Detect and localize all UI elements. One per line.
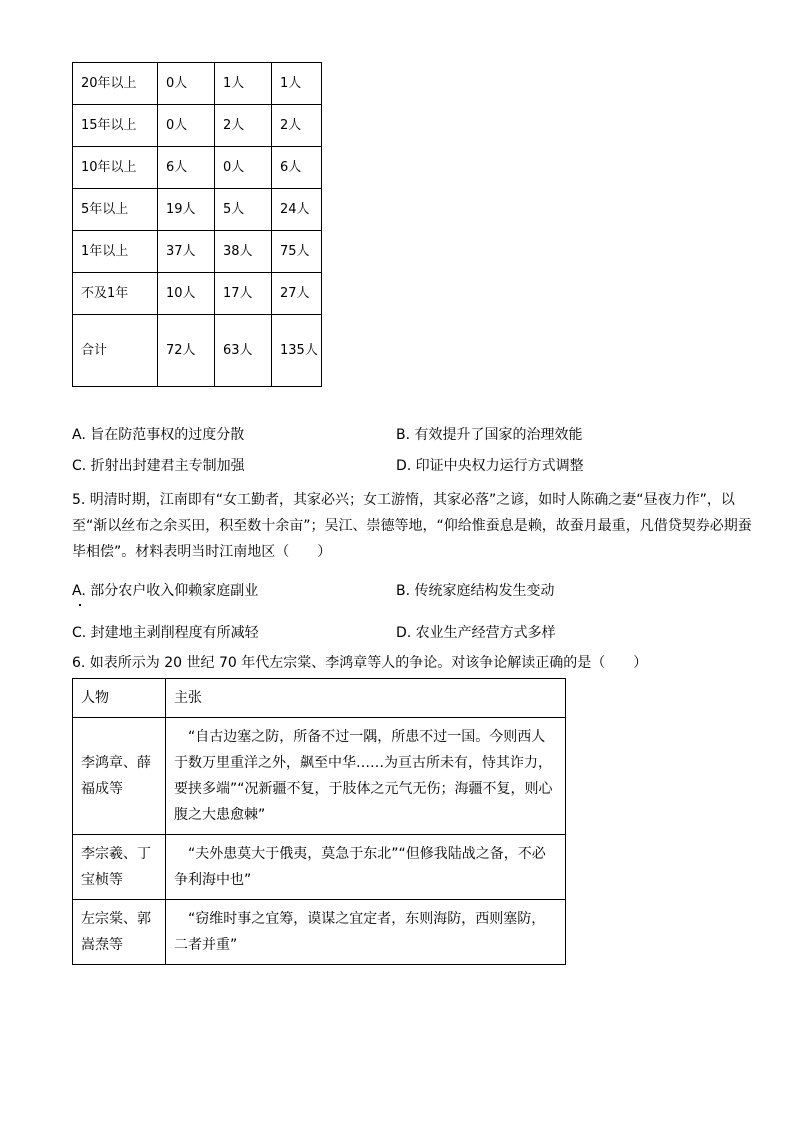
table-cell: 5年以上	[73, 189, 158, 231]
table-row	[73, 835, 566, 900]
table-row	[73, 273, 322, 315]
table-cell: 17人	[215, 273, 272, 315]
table-cell: 15年以上	[73, 105, 158, 147]
table-header-row	[73, 679, 566, 718]
q5-option-b: B. 传统家庭结构发生变动	[396, 583, 555, 599]
q4-option-c: C. 折射出封建君主专制加强	[72, 458, 245, 474]
table-row	[73, 189, 322, 231]
q6-stem: 6. 如表所示为 20 世纪 70 年代左宗棠、李鸿章等人的争论。对该争论解读正确的是（ ）	[72, 655, 648, 671]
table-cell: 2人	[215, 105, 272, 147]
person-cell: 左宗棠、郭嵩焘等	[73, 900, 166, 965]
q4-option-d: D. 印证中央权力运行方式调整	[396, 458, 584, 474]
position-cell: “夫外患莫大于俄夷，莫急于东北”“但修我陆战之备，不必争利海中也”	[166, 835, 566, 900]
table-cell: 合计	[73, 315, 158, 387]
table-cell: 0人	[215, 147, 272, 189]
table-cell: 20年以上	[73, 63, 158, 105]
person-cell: 李鸿章、薛福成等	[73, 718, 166, 835]
q5-option-a: A. 部分农户收入仰赖家庭副业	[72, 583, 259, 599]
table-cell: 0人	[158, 105, 215, 147]
table-cell: 75人	[272, 231, 322, 273]
table-cell: 2人	[272, 105, 322, 147]
table-cell: 6人	[158, 147, 215, 189]
table-row	[73, 231, 322, 273]
statistics-table	[72, 62, 322, 387]
table-row	[73, 63, 322, 105]
table-cell: 135人	[272, 315, 322, 387]
table-cell: 19人	[158, 189, 215, 231]
table-cell: 24人	[272, 189, 322, 231]
table-row	[73, 718, 566, 835]
person-cell: 李宗羲、丁宝桢等	[73, 835, 166, 900]
position-cell: “窃维时事之宜筹，谟谋之宜定者，东则海防，西则塞防，二者并重”	[166, 900, 566, 965]
table-cell: 6人	[272, 147, 322, 189]
q4-option-b: B. 有效提升了国家的治理效能	[396, 427, 583, 443]
table-row-total	[73, 315, 322, 387]
column-header-position: 主张	[166, 679, 566, 718]
table-row	[73, 147, 322, 189]
q5-option-c: C. 封建地主剥削程度有所减轻	[72, 625, 259, 641]
table-cell: 0人	[158, 63, 215, 105]
table-row	[73, 900, 566, 965]
table-cell: 63人	[215, 315, 272, 387]
table-cell: 1人	[215, 63, 272, 105]
q4-option-a: A. 旨在防范事权的过度分散	[72, 427, 245, 443]
position-cell: “自古边塞之防，所备不过一隅，所患不过一国。今则西人于数万里重洋之外，飙至中华……为亘古所未有，恃其诈力，要挟多端”“况新疆不复，于肢体之元气无伤；海疆不复，则心腹之大患愈棘”	[166, 718, 566, 835]
table-cell: 不及1年	[73, 273, 158, 315]
column-header-person: 人物	[73, 679, 166, 718]
table-cell: 27人	[272, 273, 322, 315]
table-cell: 1人	[272, 63, 322, 105]
table-cell: 37人	[158, 231, 215, 273]
table-row	[73, 105, 322, 147]
table-cell: 72人	[158, 315, 215, 387]
debate-table	[72, 678, 566, 965]
q5-stem: 5. 明清时期，江南即有“女工勤者，其家必兴；女工游惰，其家必落”之谚，如时人陈确之妻“昼夜力作”，以至“渐以丝布之余买田，积至数十余亩”；吴江、崇德等地，“仰给惟蚕息是赖，故蚕月最重，凡借贷契券必期蚕毕相偿”。材料表明当时江南地区（ ）	[72, 492, 752, 560]
table-cell: 10年以上	[73, 147, 158, 189]
table-cell: 1年以上	[73, 231, 158, 273]
table-cell: 10人	[158, 273, 215, 315]
decorative-dot	[79, 604, 81, 606]
q5-option-d: D. 农业生产经营方式多样	[396, 625, 556, 641]
table-cell: 38人	[215, 231, 272, 273]
table-cell: 5人	[215, 189, 272, 231]
